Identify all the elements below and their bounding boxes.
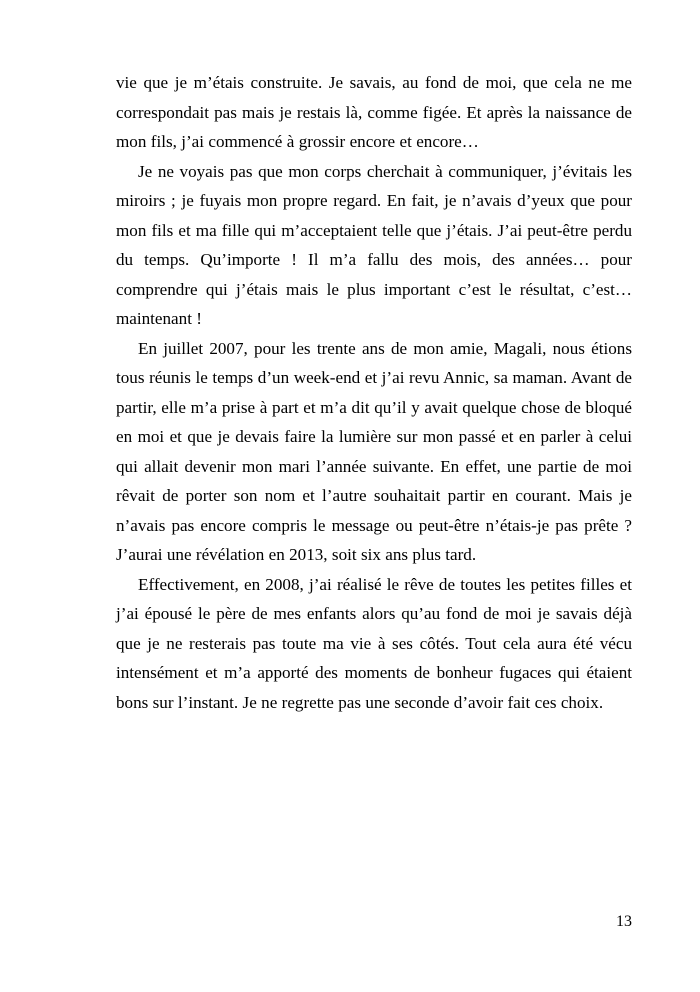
paragraph-2: Je ne voyais pas que mon corps cherchait à communiquer, j’évitais les miroirs ; je fuyais mon propre regard. En fait, je n’avais d’yeux que pour mon fils et ma fille qui m’acceptaient telle que j’étais. J’ai peut-être perdu du temps. Qu’importe ! Il m’a fallu des mois, des années… pour comprendre qui j’étais mais le plus important c’est le résultat, c’est… maintenant !: [116, 161, 632, 328]
paragraph-3: En juillet 2007, pour les trente ans de mon amie, Magali, nous étions tous réunis le temps d’un week-end et j’ai revu Annic, sa maman. Avant de partir, elle m’a prise à part et m’a dit qu’il y avait quelque chose de bloqué en moi et que je devais faire la lumière sur mon passé et en parler à celui qui allait devenir mon mari l’année suivante. En effet, une partie de moi rêvait de porter son nom et l’autre souhaitait partir en courant. Mais je n’avais pas encore compris le message ou peut-être n’étais-je pas prête ? J’aurai une révélation en 2013, soit six ans plus tard.: [116, 338, 632, 564]
page-number: 13: [616, 913, 632, 930]
paragraph-continuation: vie que je m’étais construite. Je savais, au fond de moi, que cela ne me correspondait pas mais je restais là, comme figée. Et après la naissance de mon fils, j’ai commencé à grossir encore et encore…: [116, 73, 632, 151]
body-text-block: [116, 68, 632, 717]
paragraph-4: Effectivement, en 2008, j’ai réalisé le rêve de toutes les petites filles et j’ai épousé le père de mes enfants alors qu’au fond de moi je savais déjà que je ne resterais pas toute ma vie à ses côtés. Tout cela aura été vécu intensément et m’a apporté des moments de bonheur fugaces qui étaient bons sur l’instant. Je ne regrette pas une seconde d’avoir fait ces choix.: [116, 574, 632, 712]
